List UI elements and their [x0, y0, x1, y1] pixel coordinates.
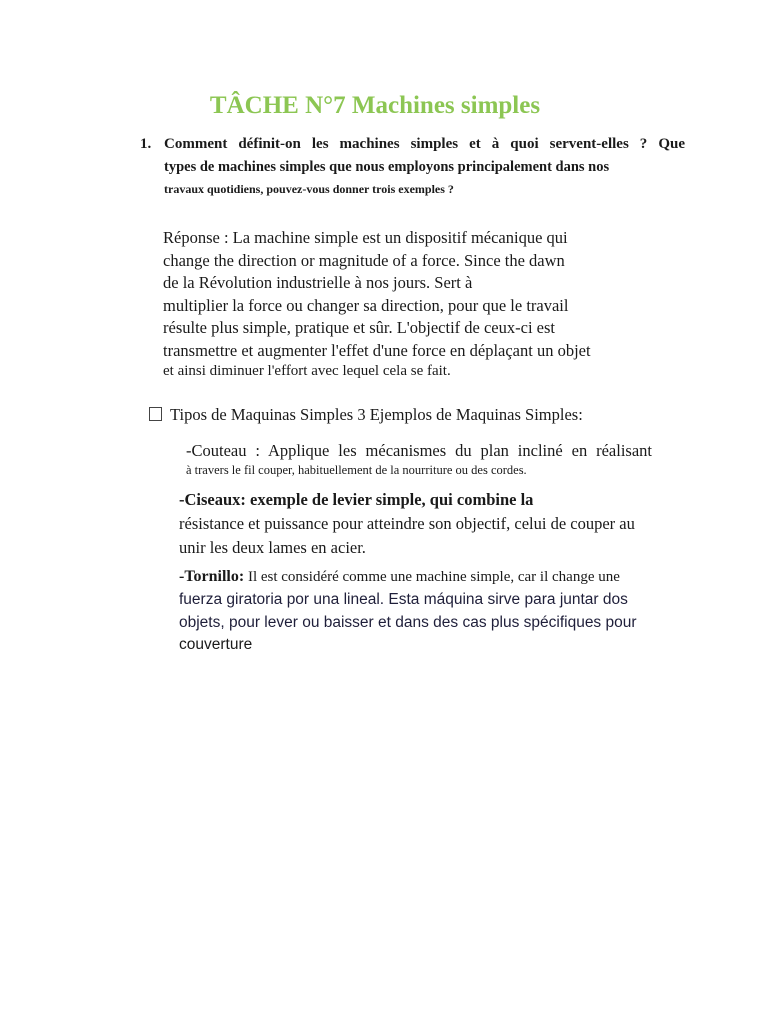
couteau-line-1: -Couteau : Applique les mécanismes du plan incliné en réalisant — [186, 441, 652, 460]
ciseaux-line-3: unir les deux lames en acier. — [179, 538, 366, 557]
tornillo-line-3: objets, pour lever ou baisser et dans des cas plus spécifiques pour — [179, 614, 637, 631]
types-heading-text: Tipos de Maquinas Simples 3 Ejemplos de Maquinas Simples: — [170, 405, 583, 424]
answer-line-2: change the direction or magnitude of a force. Since the dawn — [163, 251, 565, 270]
question-line-3: travaux quotidiens, pouvez-vous donner trois exemples ? — [164, 182, 454, 196]
question-line-1: Comment définit-on les machines simples et à quoi servent-elles ? Que — [164, 136, 685, 152]
tornillo-line-1 — [179, 568, 620, 586]
tornillo-label: -Tornillo: — [179, 568, 245, 585]
answer-line-3: de la Révolution industrielle à nos jours. Sert à — [163, 273, 473, 292]
question-number: 1. — [140, 136, 152, 152]
bullet-box-icon — [149, 407, 162, 421]
document-title: TÂCHE N°7 Machines simples — [209, 92, 541, 119]
types-heading — [149, 405, 583, 425]
question-line-2: types de machines simples que nous employons principalement dans nos — [164, 159, 610, 175]
answer-line-4: multiplier la force ou changer sa direction, pour que le travail — [163, 296, 569, 315]
tornillo-line-2: fuerza giratoria por una lineal. Esta máquina sirve para juntar dos — [179, 591, 628, 608]
answer-line-6: transmettre et augmenter l'effet d'une force en déplaçant un objet — [163, 341, 591, 360]
answer-line-7: et ainsi diminuer l'effort avec lequel cela se fait. — [163, 363, 451, 379]
answer-line-1: Réponse : La machine simple est un dispositif mécanique qui — [163, 228, 568, 247]
answer-line-5: résulte plus simple, pratique et sûr. L'objectif de ceux-ci est — [163, 318, 555, 337]
tornillo-line-4: couverture — [179, 636, 253, 653]
ciseaux-line-2: résistance et puissance pour atteindre son objectif, celui de couper au — [179, 514, 635, 533]
tornillo-line-1-text: Il est considéré comme une machine simple, car il change une — [244, 569, 620, 585]
couteau-line-2: à travers le fil couper, habituellement de la nourriture ou des cordes. — [186, 463, 527, 477]
ciseaux-line-1: -Ciseaux: exemple de levier simple, qui combine la — [179, 490, 534, 509]
